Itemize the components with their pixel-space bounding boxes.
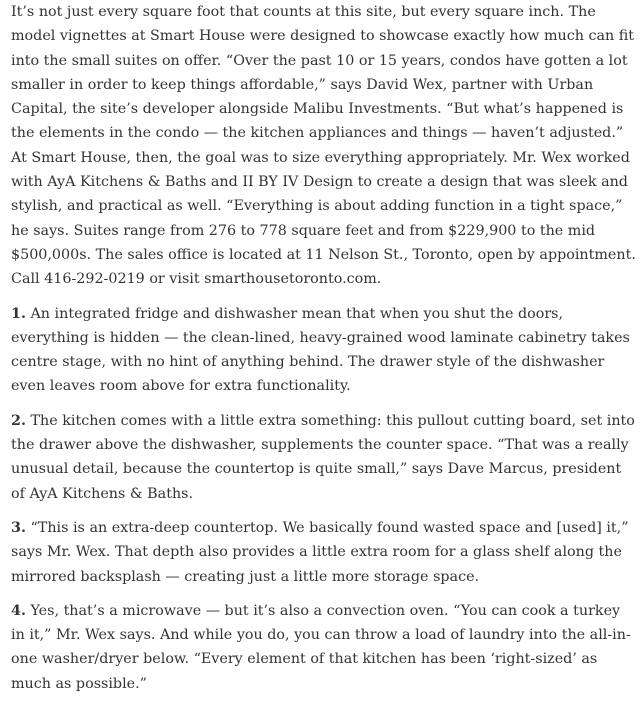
list-item bbox=[11, 599, 636, 696]
item-text: The kitchen comes with a little extra something: this pullout cutting board, set into the drawer above the dishwasher, supplements the counter space. “That was a really unusual detail, because the countertop is quite small,” says Dave Marcus, president of AyA Kitchens & Baths. bbox=[11, 412, 635, 502]
list-item bbox=[11, 516, 636, 589]
item-number: 1. bbox=[11, 305, 26, 322]
list-item bbox=[11, 409, 636, 506]
item-number: 4. bbox=[11, 602, 26, 619]
item-text: “This is an extra-deep countertop. We basically found wasted space and [used] it,” says Mr. Wex. That depth also provides a little extra room for a glass shelf along the mirrored backsplash — creating just a little more storage space. bbox=[11, 519, 629, 585]
list-item bbox=[11, 302, 636, 399]
item-number: 3. bbox=[11, 519, 26, 536]
intro-paragraph: It’s not just every square foot that counts at this site, but every square inch. The model vignettes at Smart House were designed to showcase exactly how much can fit into the small suites on offer. “Over the past 10 or 15 years, condos have gotten a lot smaller in order to keep things affordable,” says David Wex, partner with Urban Capital, the site’s developer alongside Malibu Investments. “But what’s happened is the elements in the condo — the kitchen appliances and things — haven’t adjusted.” At Smart House, then, the goal was to size everything appropriately. Mr. Wex worked with AyA Kitchens & Baths and II BY IV Design to create a design that was sleek and stylish, and practical as well. “Everything is about adding function in a tight space,” he says. Suites range from 276 to 778 square feet and from $229,900 to the mid $500,000s. The sales office is located at 11 Nelson St., Toronto, open by appointment. Call 416-292-0219 or visit smarthousetoronto.com. bbox=[11, 4, 636, 288]
item-number: 2. bbox=[11, 412, 26, 429]
item-text: An integrated fridge and dishwasher mean that when you shut the doors, everything is hidden — the clean-lined, heavy-grained wood laminate cabinetry takes centre stage, with no hint of anything behind. The drawer style of the dishwasher even leaves room above for extra functionality. bbox=[11, 305, 630, 395]
item-text: Yes, that’s a microwave — but it’s also a convection oven. “You can cook a turkey in it,” Mr. Wex says. And while you do, you can throw a load of laundry into the all-in-one washer/dryer below. “Every element of that kitchen has been ‘right-sized’ as much as possible.” bbox=[11, 602, 631, 692]
